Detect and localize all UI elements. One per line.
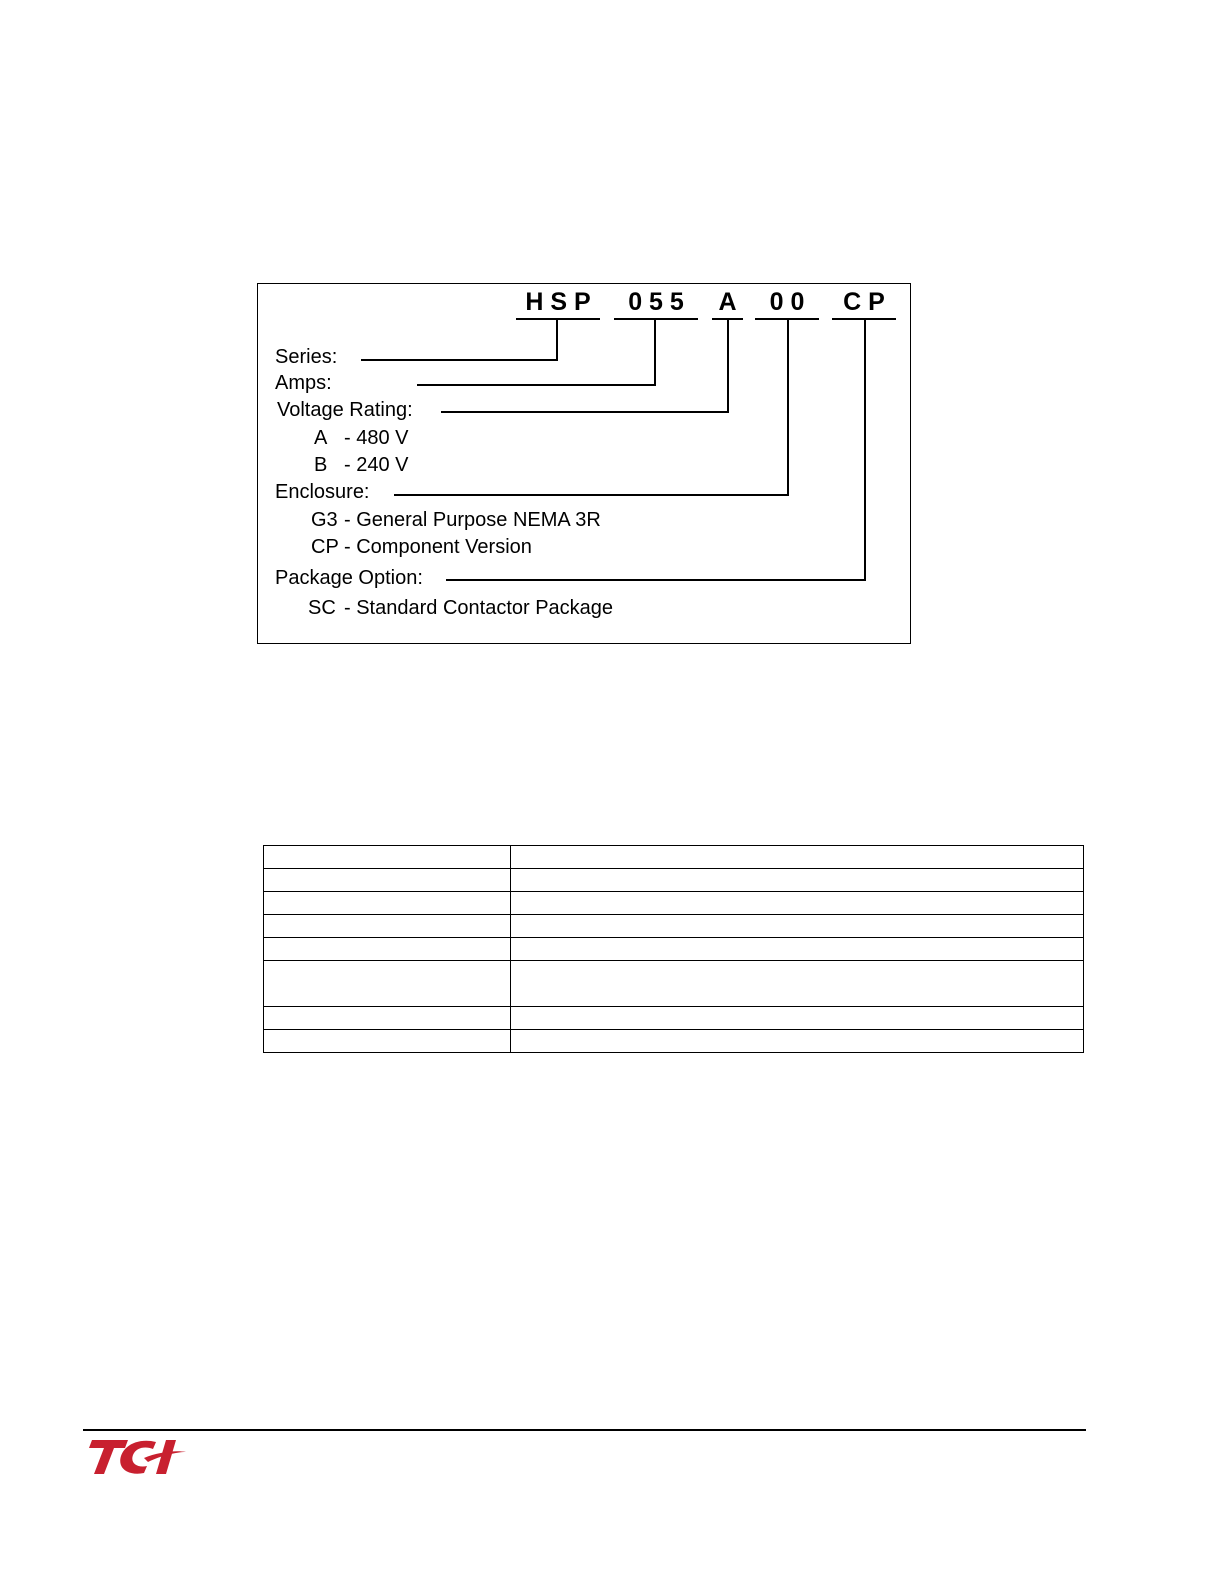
- part-number-diagram: [257, 283, 911, 644]
- package-code: C P: [843, 288, 885, 316]
- table-cell: [264, 915, 511, 938]
- enclosure-option-code: CP: [311, 536, 339, 558]
- table-cell: [511, 869, 1084, 892]
- voltage-option-code: B: [314, 454, 328, 476]
- table-cell: [264, 846, 511, 869]
- enclosure-option-code: G3: [311, 509, 338, 531]
- table-cell: [264, 938, 511, 961]
- series-leader: [361, 319, 557, 360]
- enclosure-option-desc: - Component Version: [344, 536, 532, 558]
- spec-table: [263, 845, 1084, 1053]
- amps-leader: [417, 319, 655, 385]
- table-cell: [264, 869, 511, 892]
- enclosure-label: Enclosure:: [275, 481, 370, 503]
- table-cell: [511, 938, 1084, 961]
- table-cell: [264, 892, 511, 915]
- package-label: Package Option:: [275, 567, 423, 589]
- voltage-leader: [441, 319, 728, 412]
- table-cell: [511, 915, 1084, 938]
- table-row: [264, 961, 1084, 1007]
- series-code: H S P: [525, 288, 591, 316]
- package-option-desc: - Standard Contactor Package: [344, 597, 614, 619]
- enclosure-option-desc: - General Purpose NEMA 3R: [344, 509, 601, 531]
- table-cell: [264, 961, 511, 1007]
- footer-rule: [83, 1429, 1086, 1431]
- table-row: [264, 915, 1084, 938]
- voltage-option-code: A: [314, 427, 328, 449]
- voltage-option-desc: - 240 V: [344, 454, 409, 476]
- table-cell: [511, 892, 1084, 915]
- amps-code: 0 5 5: [628, 288, 684, 316]
- table-row: [264, 938, 1084, 961]
- series-label: Series:: [275, 346, 338, 368]
- amps-label: Amps:: [275, 372, 332, 394]
- package-option-code: SC: [308, 597, 336, 619]
- table-row: [264, 892, 1084, 915]
- table-row: [264, 869, 1084, 892]
- table-cell: [264, 1030, 511, 1053]
- tci-logo: [84, 1438, 188, 1483]
- voltage-option-desc: - 480 V: [344, 427, 409, 449]
- voltage-label: Voltage Rating:: [277, 399, 413, 421]
- table-row: [264, 1030, 1084, 1053]
- table-cell: [264, 1007, 511, 1030]
- table-cell: [511, 961, 1084, 1007]
- table-cell: [511, 1007, 1084, 1030]
- table-row: [264, 846, 1084, 869]
- table-cell: [511, 1030, 1084, 1053]
- table-cell: [511, 846, 1084, 869]
- table-row: [264, 1007, 1084, 1030]
- voltage-code: A: [718, 288, 737, 316]
- enclosure-code: 0 0: [769, 288, 805, 316]
